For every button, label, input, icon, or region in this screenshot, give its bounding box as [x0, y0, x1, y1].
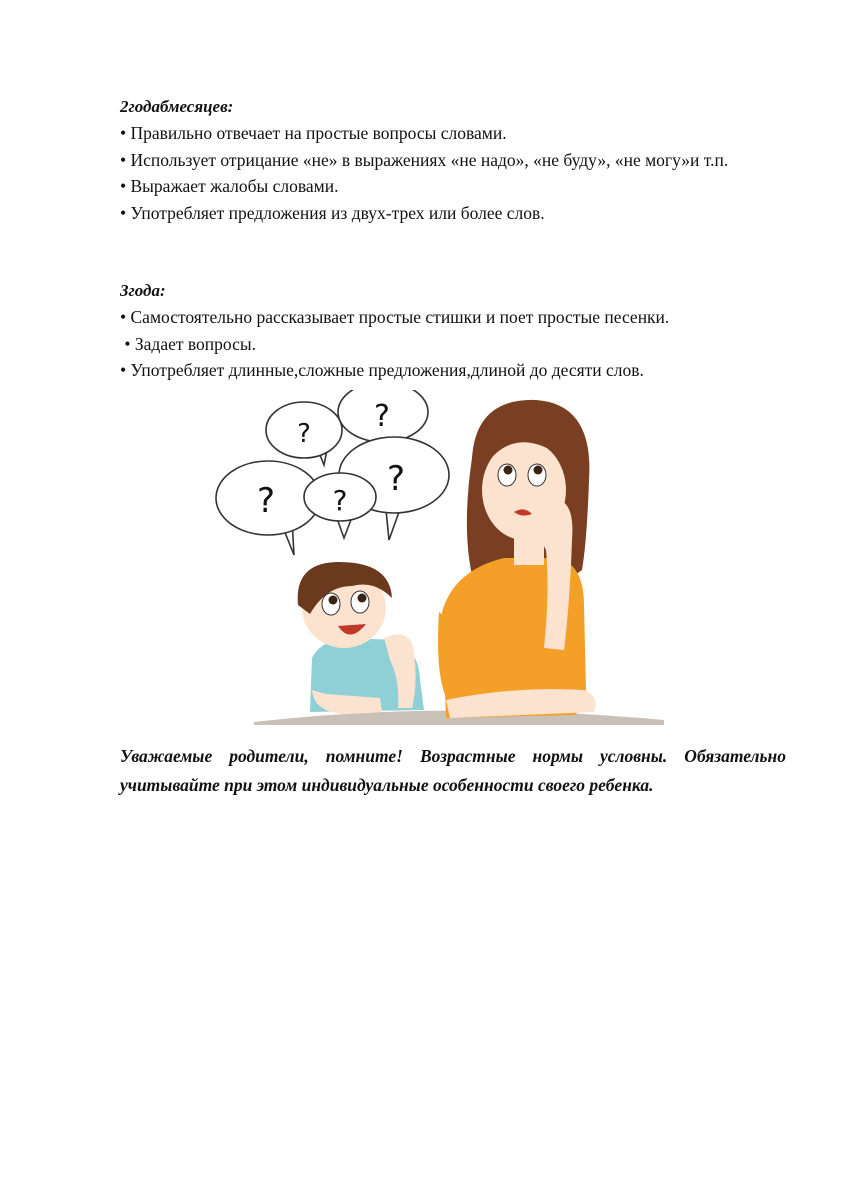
parents-note: Уважаемые родители, помните! Возрастные нормы условны. Обязательно учитывайте при этом индивидуальные особенности своего ребенка. — [120, 746, 786, 795]
list-item: • Выражает жалобы словами. — [120, 176, 339, 197]
question-mark: ? — [386, 459, 406, 499]
section-heading: 3года: — [120, 281, 166, 300]
section-2-years-6-months — [120, 94, 790, 226]
list-item: • Правильно отвечает на простые вопросы словами. — [120, 123, 507, 143]
list-item: • Употребляет предложения из двух-трех или более слов. — [120, 202, 545, 223]
child-figure — [298, 562, 424, 714]
list-item: • Самостоятельно рассказывает простые стишки и поет простые песенки. — [120, 307, 670, 327]
question-mark: ? — [374, 399, 390, 434]
section-heading: 2годабмесяцев: — [120, 97, 234, 116]
mother-child-illustration — [214, 390, 664, 725]
mother-figure — [438, 400, 596, 718]
thought-bubbles — [216, 390, 449, 555]
list-item: • Употребляет длинные,сложные предложения,длиной до десяти слов. — [120, 360, 644, 381]
question-mark: ? — [332, 484, 348, 517]
list-item: • Задает вопросы. — [120, 333, 256, 354]
question-mark: ? — [297, 419, 311, 449]
list-item: • Использует отрицание «не» в выражениях «не надо», «не буду», «не могу»и т.п. — [120, 149, 729, 170]
question-mark: ? — [256, 481, 276, 521]
section-3-years — [120, 278, 790, 384]
